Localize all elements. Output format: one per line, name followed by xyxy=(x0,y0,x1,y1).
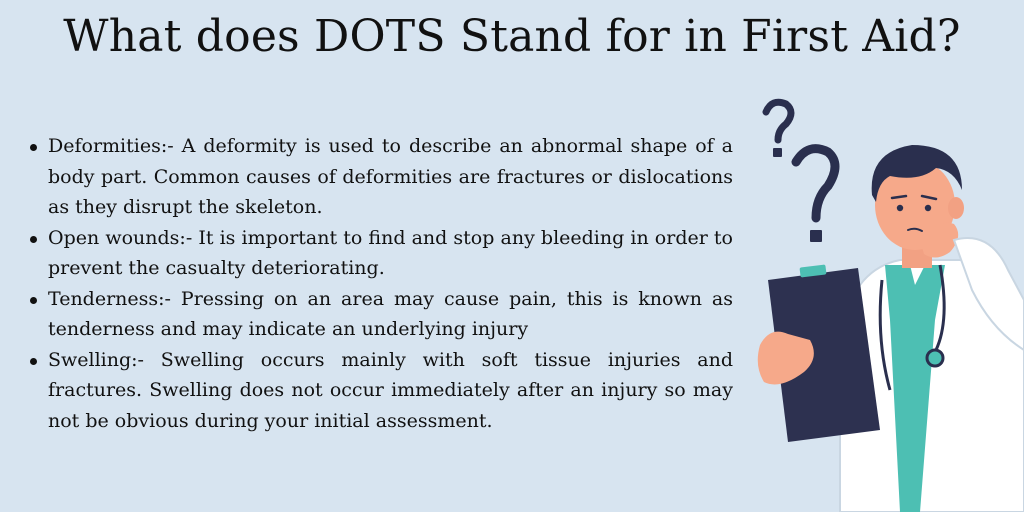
dots-list xyxy=(28,131,733,436)
list-item-open-wounds: Open wounds:- It is important to find and stop any bleeding in order to prevent the casualty deteriorating. xyxy=(28,223,733,284)
list-item-swelling: Swelling:- Swelling occurs mainly with soft tissue injuries and fractures. Swelling does not occur immediately after an injury so may not be obvious during your initial assessment. xyxy=(28,345,733,437)
question-mark-icon xyxy=(766,102,791,140)
doctor-icon xyxy=(840,145,1024,512)
doctor-illustration xyxy=(740,90,1024,512)
list-item-tenderness: Tenderness:- Pressing on an area may cause pain, this is known as tenderness and may indicate an underlying injury xyxy=(28,284,733,345)
page-title: What does DOTS Stand for in First Aid? xyxy=(63,11,961,62)
question-mark-large-dot-icon xyxy=(810,230,822,242)
question-mark-dot-icon xyxy=(773,148,782,157)
list-item-deformities: Deformities:- A deformity is used to describe an abnormal shape of a body part. Common causes of deformities are fractures or dislocations as they disrupt the skeleton. xyxy=(28,131,733,223)
question-mark-large-icon xyxy=(796,149,835,218)
